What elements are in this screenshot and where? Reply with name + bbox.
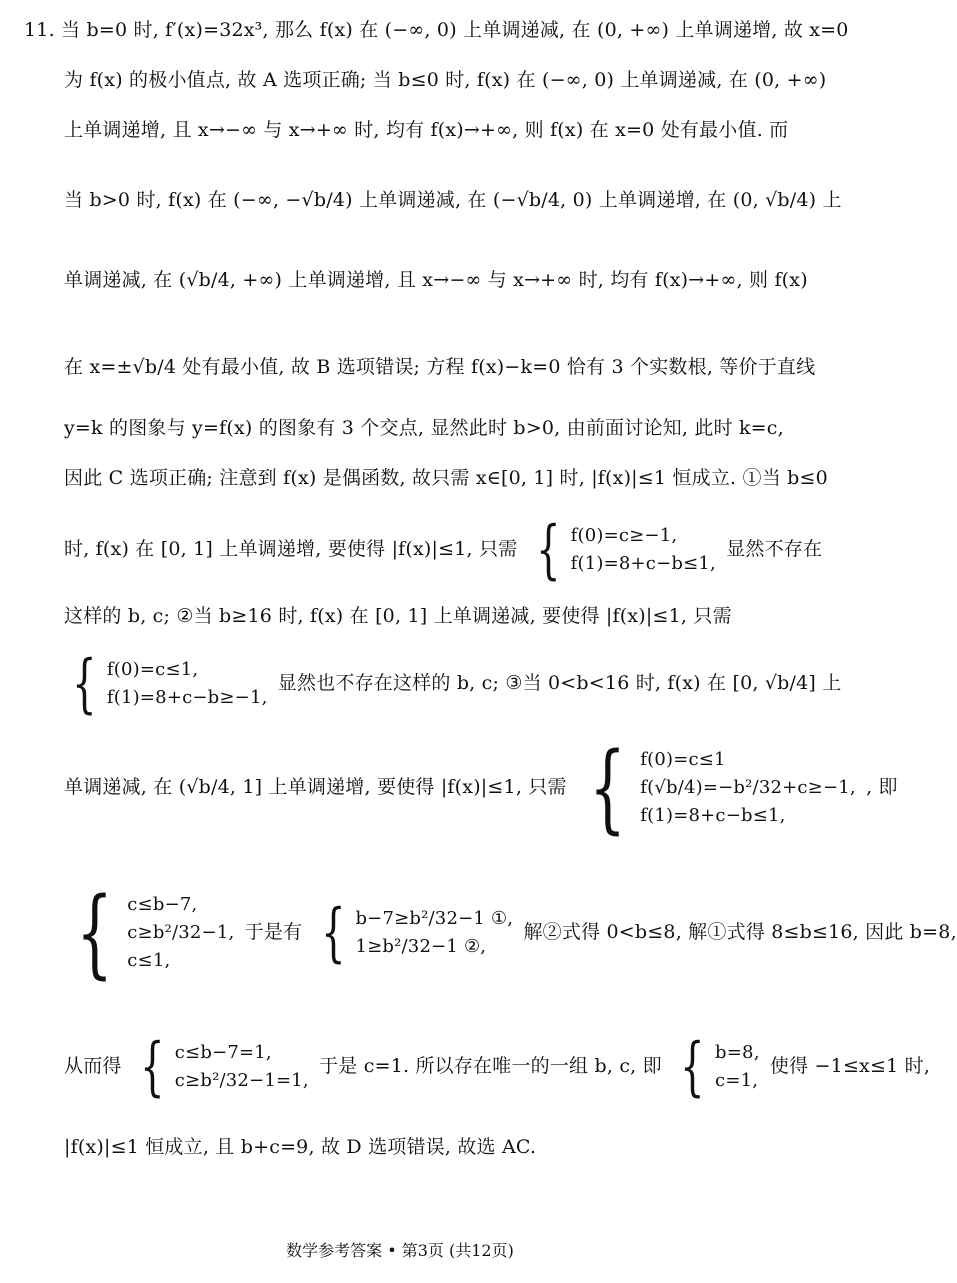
text-line-4: 当 b>0 时, f(x) 在 (−∞, −√b/4) 上单调递减, 在 (−√b/4, 0) 上单调递增, 在 (0, √b/4) 上 <box>64 189 842 211</box>
text-line-2: 为 f(x) 的极小值点, 故 A 选项正确; 当 b≤0 时, f(x) 在 (−∞, 0) 上单调递减, 在 (0, +∞) <box>64 69 827 91</box>
equation-line: c=1, <box>715 1070 759 1091</box>
equation-line: c≤1, <box>127 950 171 971</box>
equation-line: f(1)=8+c−b≥−1, <box>106 687 268 708</box>
equation-system-5 <box>313 896 514 970</box>
text-line-8: 因此 C 选项正确; 注意到 f(x) 是偶函数, 故只需 x∈[0, 1] 时, |f(x)|≤1 恒成立. ①当 b≤0 <box>64 467 828 489</box>
equation-line: c≥b²/32−1, <box>127 922 235 943</box>
equation-line: 1≥b²/32−1 ②, <box>355 936 487 957</box>
text-segment: 于是 c=1. 所以存在唯一的一组 b, c, 即 <box>319 1055 662 1077</box>
equation-system-4 <box>64 877 235 989</box>
equation-line: b−7≥b²/32−1 ①, <box>355 908 514 929</box>
brace-symbol: { <box>680 1030 705 1104</box>
equation-line: f(√b/4)=−b²/32+c≥−1, <box>640 777 856 798</box>
text-segment: 于是有 <box>244 921 303 943</box>
equation-line: c≤b−7=1, <box>174 1042 272 1063</box>
brace-symbol: { <box>535 513 561 587</box>
brace-symbol: { <box>140 1030 165 1104</box>
equation-system-7 <box>672 1030 760 1104</box>
equation-system-2 <box>64 647 268 721</box>
text-line-6: 在 x=±√b/4 处有最小值, 故 B 选项错误; 方程 f(x)−k=0 恰有 3 个实数根, 等价于直线 <box>64 356 816 378</box>
text-segment: 时, f(x) 在 [0, 1] 上单调递增, 要使得 |f(x)|≤1, 只需 <box>64 538 518 560</box>
equation-line: f(0)=c≤1, <box>106 659 199 680</box>
equation-system-6 <box>132 1030 309 1104</box>
brace-symbol: { <box>72 647 97 721</box>
text-line-14 <box>64 1030 931 1104</box>
text-line-13 <box>64 877 957 989</box>
brace-symbol: { <box>320 896 346 970</box>
equation-line: f(0)=c≤1 <box>640 749 726 770</box>
brace-symbol: { <box>589 732 626 844</box>
text-line-15: |f(x)|≤1 恒成立, 且 b+c=9, 故 D 选项错误, 故选 AC. <box>64 1136 537 1158</box>
text-line-10: 这样的 b, c; ②当 b≥16 时, f(x) 在 [0, 1] 上单调递减, 要使得 |f(x)|≤1, 只需 <box>64 605 732 627</box>
text-line-9 <box>64 513 823 587</box>
text-line-12 <box>64 732 898 844</box>
equation-line: b=8, <box>715 1042 760 1063</box>
page-footer: 数学参考答案 • 第3页 (共12页) <box>286 1241 514 1260</box>
text-segment: 使得 −1≤x≤1 时, <box>769 1055 931 1077</box>
text-segment: , 即 <box>866 776 898 798</box>
text-segment: 显然不存在 <box>726 538 823 560</box>
equation-line: f(0)=c≥−1, <box>570 525 678 546</box>
text-segment: 解②式得 0<b≤8, 解①式得 8≤b≤16, 因此 b=8, <box>523 921 957 943</box>
equation-line: c≤b−7, <box>127 894 198 915</box>
text-segment: 显然也不存在这样的 b, c; ③当 0<b<16 时, f(x) 在 [0, √b/4] 上 <box>277 672 842 694</box>
equation-line: f(1)=8+c−b≤1, <box>570 553 716 574</box>
text-line-1: 11. 当 b=0 时, f′(x)=32x³, 那么 f(x) 在 (−∞, 0) 上单调递减, 在 (0, +∞) 上单调递增, 故 x=0 <box>24 19 849 41</box>
text-segment: 从而得 <box>64 1055 122 1077</box>
text-segment: 单调递减, 在 (√b/4, 1] 上单调递增, 要使得 |f(x)|≤1, 只需 <box>64 776 567 798</box>
equation-line: f(1)=8+c−b≤1, <box>640 805 786 826</box>
text-line-5: 单调递减, 在 (√b/4, +∞) 上单调递增, 且 x→−∞ 与 x→+∞ 时, 均有 f(x)→+∞, 则 f(x) <box>64 269 808 291</box>
equation-system-1 <box>528 513 716 587</box>
equation-system-3 <box>577 732 856 844</box>
text-line-3: 上单调递增, 且 x→−∞ 与 x→+∞ 时, 均有 f(x)→+∞, 则 f(x) 在 x=0 处有最小值. 而 <box>64 119 789 141</box>
brace-symbol: { <box>76 877 114 989</box>
text-line-11 <box>64 647 842 721</box>
equation-line: c≥b²/32−1=1, <box>174 1070 309 1091</box>
text-line-7: y=k 的图象与 y=f(x) 的图象有 3 个交点, 显然此时 b>0, 由前面讨论知, 此时 k=c, <box>64 417 784 439</box>
